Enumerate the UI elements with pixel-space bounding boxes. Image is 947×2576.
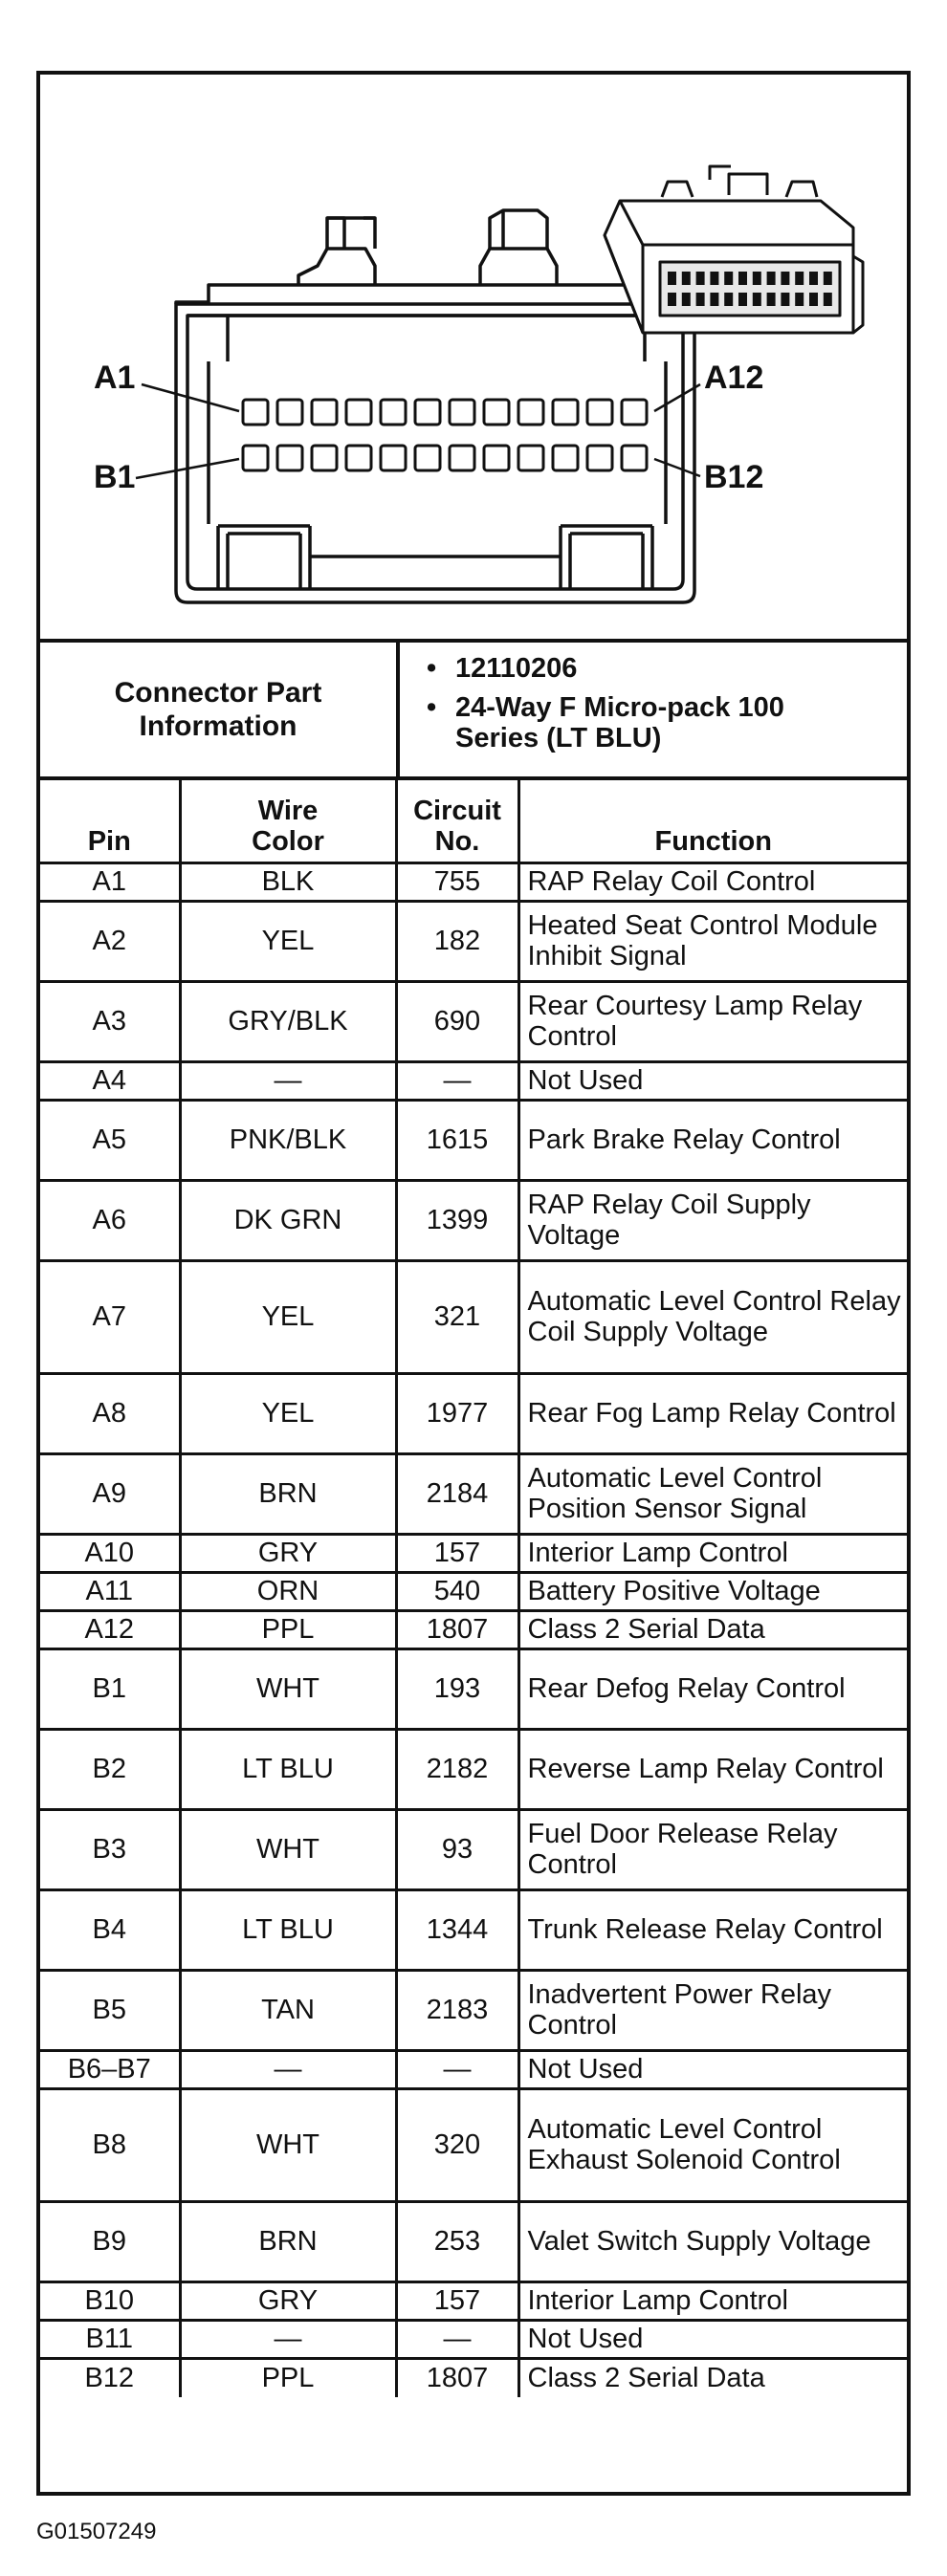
function-cell: Trunk Release Relay Control [518,1890,907,1971]
table-row [40,1101,907,1181]
circuit-cell: 253 [396,2202,518,2282]
circuit-cell: 755 [396,863,518,902]
wire-color-cell: PPL [180,2359,396,2397]
terminal-cavity [587,446,612,470]
terminal-cavity [622,400,647,425]
function-cell: Fuel Door Release Relay Control [518,1810,907,1890]
circuit-cell: 182 [396,902,518,982]
part-info-label: Connector Part Information [114,676,322,742]
pin-cell: B10 [40,2282,180,2321]
terminal-cavity-3d [753,293,761,306]
terminal-cavity [346,400,371,425]
terminal-cavity-3d [767,293,776,306]
table-row [40,1890,907,1971]
pin-cell: A7 [40,1261,180,1374]
cavity-row-a [243,400,647,425]
function-cell: Interior Lamp Control [518,1535,907,1573]
wire-color-cell: BLK [180,863,396,902]
bullet-icon: • [427,692,437,724]
wire-color-cell: BRN [180,1454,396,1535]
terminal-cavity-3d [682,293,691,306]
wire-color-cell: YEL [180,1374,396,1454]
callout-a1: A1 [94,360,136,396]
terminal-cavity-3d [753,272,761,285]
terminal-cavity-3d [724,272,733,285]
table-row [40,1611,907,1649]
circuit-cell: — [396,1062,518,1101]
callout-a12: A12 [704,360,764,396]
function-cell: Automatic Level Control Position Sensor Signal [518,1454,907,1535]
table-row [40,982,907,1062]
function-cell: Valet Switch Supply Voltage [518,2202,907,2282]
terminal-cavity [381,446,406,470]
terminal-cavity [277,446,302,470]
table-row [40,1181,907,1261]
terminal-cavity-3d [781,272,789,285]
terminal-cavity [346,446,371,470]
terminal-cavity [484,400,509,425]
wire-color-cell: LT BLU [180,1730,396,1810]
wire-color-cell: DK GRN [180,1181,396,1261]
circuit-cell: 2183 [396,1971,518,2051]
pin-cell: B11 [40,2321,180,2359]
pin-cell: A8 [40,1374,180,1454]
terminal-cavity [415,446,440,470]
pin-cell: B2 [40,1730,180,1810]
pin-cell: A1 [40,863,180,902]
circuit-cell: — [396,2051,518,2089]
terminal-cavity [243,446,268,470]
header-function: Function [518,780,907,863]
circuit-cell: 320 [396,2089,518,2202]
terminal-cavity [622,446,647,470]
circuit-cell: 1807 [396,2359,518,2397]
function-cell: Reverse Lamp Relay Control [518,1730,907,1810]
table-row [40,2321,907,2359]
function-cell: Not Used [518,1062,907,1101]
function-cell: Rear Defog Relay Control [518,1649,907,1730]
terminal-cavity-3d [696,293,705,306]
table-row [40,1454,907,1535]
wire-color-cell: LT BLU [180,1890,396,1971]
table-body [40,863,907,2397]
pin-cell: A11 [40,1573,180,1611]
wire-color-cell: WHT [180,1649,396,1730]
function-cell: Not Used [518,2051,907,2089]
circuit-cell: 157 [396,2282,518,2321]
right-latch [480,249,557,285]
terminal-cavity-3d [710,272,718,285]
figure-id: G01507249 [36,2519,157,2544]
circuit-cell: 93 [396,1810,518,1890]
circuit-cell: 540 [396,1573,518,1611]
table-row [40,1573,907,1611]
function-cell: Battery Positive Voltage [518,1573,907,1611]
wire-color-cell: GRY/BLK [180,982,396,1062]
terminal-cavity [553,400,578,425]
circuit-cell: 1344 [396,1890,518,1971]
wire-color-cell: BRN [180,2202,396,2282]
pin-cell: B12 [40,2359,180,2397]
cavity-row-b [243,446,647,470]
wire-color-cell: ORN [180,1573,396,1611]
terminal-cavity [484,446,509,470]
pin-cell: B9 [40,2202,180,2282]
circuit-cell: 157 [396,1535,518,1573]
terminal-cavity-3d [809,272,818,285]
wire-color-cell: TAN [180,1971,396,2051]
function-cell: Automatic Level Control Exhaust Solenoid Control [518,2089,907,2202]
part-info-list [400,643,907,776]
terminal-cavity-3d [682,272,691,285]
table-row [40,1649,907,1730]
wire-color-cell: — [180,2051,396,2089]
terminal-cavity [312,446,337,470]
table-row [40,863,907,902]
terminal-cavity-3d [738,293,747,306]
function-cell: Class 2 Serial Data [518,2359,907,2397]
pin-cell: A9 [40,1454,180,1535]
table-row [40,2359,907,2397]
pin-cell: B4 [40,1890,180,1971]
table-row [40,1535,907,1573]
pin-cell: B6–B7 [40,2051,180,2089]
terminal-cavity-3d [809,293,818,306]
terminal-cavity-3d [824,272,832,285]
table-row [40,1971,907,2051]
table-row [40,1730,907,1810]
function-cell: Not Used [518,2321,907,2359]
wire-color-cell: PNK/BLK [180,1101,396,1181]
table-header-row [40,780,907,863]
wire-color-cell: GRY [180,2282,396,2321]
cavity-grid [243,400,647,470]
table-row [40,1062,907,1101]
table-row [40,2282,907,2321]
connector-diagram [40,75,907,643]
circuit-cell: 1399 [396,1181,518,1261]
pin-cell: A6 [40,1181,180,1261]
left-latch [298,249,375,285]
wire-color-cell: YEL [180,902,396,982]
function-cell: RAP Relay Coil Control [518,863,907,902]
terminal-cavity-3d [795,293,804,306]
callout-b1: B1 [94,459,136,495]
table-row [40,2089,907,2202]
table-row [40,2051,907,2089]
circuit-cell: 2184 [396,1454,518,1535]
pin-cell: B3 [40,1810,180,1890]
circuit-cell: 1807 [396,1611,518,1649]
wire-color-cell: WHT [180,1810,396,1890]
terminal-cavity-3d [795,272,804,285]
terminal-cavity [450,400,474,425]
function-cell: Inadvertent Power Relay Control [518,1971,907,2051]
pin-cell: A3 [40,982,180,1062]
circuit-cell: 1615 [396,1101,518,1181]
function-cell: Rear Fog Lamp Relay Control [518,1374,907,1454]
connector-3d-view [605,166,863,333]
pin-cell: A4 [40,1062,180,1101]
header-wire-color: Wire Color [180,780,396,863]
table-row [40,2202,907,2282]
connector-drawing [40,75,907,639]
part-info-section [40,643,907,780]
terminal-cavity-3d [724,293,733,306]
terminal-cavity-3d [738,272,747,285]
terminal-cavity-3d [696,272,705,285]
circuit-cell: 193 [396,1649,518,1730]
part-description: 24-Way F Micro-pack 100 Series (LT BLU) [455,692,784,753]
terminal-cavity [415,400,440,425]
circuit-cell: 321 [396,1261,518,1374]
terminal-cavity [243,400,268,425]
pin-cell: B1 [40,1649,180,1730]
part-info-label-cell [40,643,400,776]
terminal-cavity [518,400,543,425]
terminal-cavity [553,446,578,470]
bullet-icon: • [427,653,437,684]
wire-color-cell: YEL [180,1261,396,1374]
function-cell: Rear Courtesy Lamp Relay Control [518,982,907,1062]
pinout-table [40,780,907,2397]
pin-cell: B8 [40,2089,180,2202]
circuit-cell: 2182 [396,1730,518,1810]
terminal-cavity-3d [710,293,718,306]
table-row [40,902,907,982]
terminal-cavity [312,400,337,425]
terminal-cavity [587,400,612,425]
terminal-cavity [518,446,543,470]
circuit-cell: 1977 [396,1374,518,1454]
wire-color-cell: WHT [180,2089,396,2202]
wire-color-cell: — [180,1062,396,1101]
leader-a1 [142,384,239,411]
callout-b12: B12 [704,459,764,495]
function-cell: Heated Seat Control Module Inhibit Signal [518,902,907,982]
header-circuit: Circuit No. [396,780,518,863]
part-number-item [427,654,907,684]
wire-color-cell: — [180,2321,396,2359]
terminal-cavity-3d [781,293,789,306]
part-number: 12110206 [455,653,578,684]
pin-cell: B5 [40,1971,180,2051]
terminal-cavity-3d [668,293,676,306]
terminal-cavity-3d [824,293,832,306]
function-cell: Class 2 Serial Data [518,1611,907,1649]
function-cell: Interior Lamp Control [518,2282,907,2321]
header-pin: Pin [40,780,180,863]
circuit-cell: — [396,2321,518,2359]
part-description-item [427,693,907,753]
circuit-cell: 690 [396,982,518,1062]
terminal-cavity-3d [767,272,776,285]
terminal-cavity [277,400,302,425]
terminal-cavity-3d [668,272,676,285]
table-row [40,1374,907,1454]
table-row [40,1261,907,1374]
table-row [40,1810,907,1890]
function-cell: RAP Relay Coil Supply Voltage [518,1181,907,1261]
function-cell: Automatic Level Control Relay Coil Supply Voltage [518,1261,907,1374]
terminal-cavity [381,400,406,425]
pin-cell: A2 [40,902,180,982]
pin-cell: A5 [40,1101,180,1181]
function-cell: Park Brake Relay Control [518,1101,907,1181]
terminal-cavity [450,446,474,470]
connector-sheet [36,71,911,2496]
wire-color-cell: GRY [180,1535,396,1573]
pin-cell: A12 [40,1611,180,1649]
pin-cell: A10 [40,1535,180,1573]
wire-color-cell: PPL [180,1611,396,1649]
